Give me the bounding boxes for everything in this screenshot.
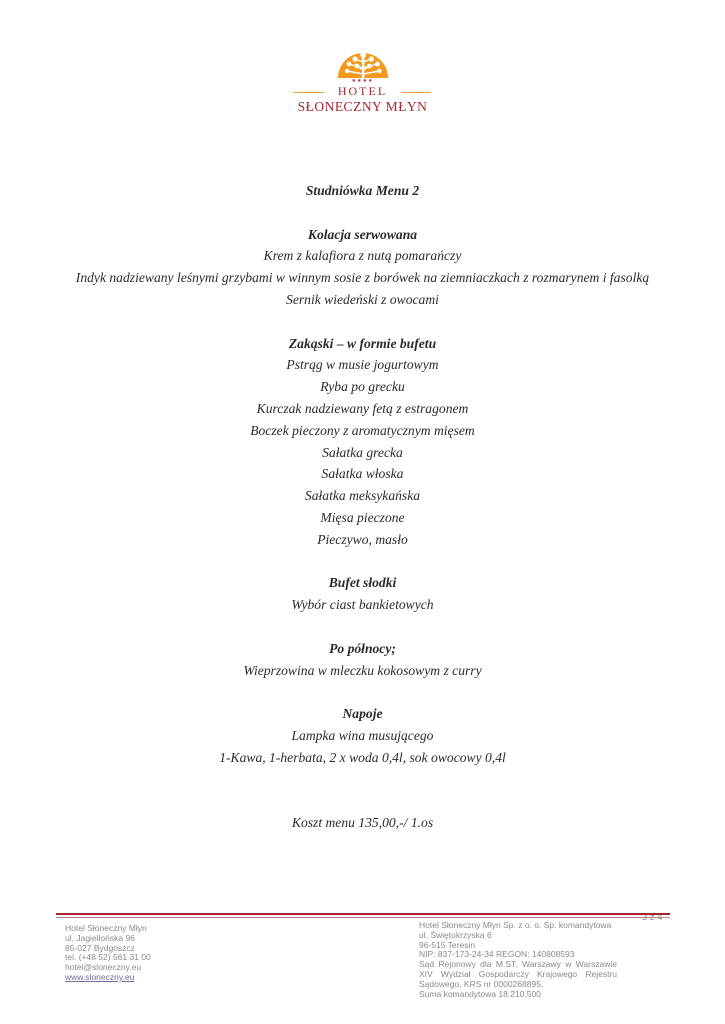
footer-court-line: XIV Wydział Gospodarczy Krajowego Rejestru (419, 968, 617, 979)
section-heading: Po północy; (329, 640, 396, 656)
menu-item: Sernik wiedeński z owocami (286, 291, 439, 307)
hotel-logo (290, 46, 435, 118)
footer-court-line: Sądowego, KRS nr 0000268895, (419, 978, 544, 989)
section-heading: Zakąski – w formie bufetu (288, 335, 437, 351)
menu-item: Sałatka włoska (321, 466, 404, 482)
menu-item: Kurczak nadziewany fetą z estragonem (256, 400, 469, 416)
footer-company-city: 96-515 Teresin (419, 939, 476, 950)
menu-item: Wybór ciast bankietowych (291, 597, 434, 613)
menu-content (0, 180, 725, 834)
menu-item: Wieprzowina w mleczku kokosowym z curry (243, 662, 482, 678)
menu-item: 1-Kawa, 1-herbata, 2 x woda 0,4l, sok owocowy 0,4l (219, 749, 506, 765)
footer-court-line: Sąd Rejonowy dla M.ST. Warszawy w Warszawie (419, 959, 617, 970)
logo-stars: ★★★★ (351, 78, 374, 84)
menu-item: Lampka wina musującego (291, 727, 434, 743)
menu-item: Sałatka grecka (322, 444, 403, 460)
menu-item: Pstrąg w musie jogurtowym (286, 357, 439, 373)
footer-phone: tel. (+48 52) 561 31 00 (65, 952, 151, 963)
footer-hotel-name: Hotel Słoneczny Młyn (65, 923, 147, 933)
section-heading: Kolacja serwowana (307, 226, 418, 242)
section-heading: Napoje (342, 706, 383, 722)
menu-item: Sałatka meksykańska (304, 488, 421, 504)
menu-item: Krem z kalafiora z nutą pomarańczy (263, 248, 462, 264)
menu-item: Boczek pieczony z aromatycznym mięsem (250, 422, 475, 438)
footer-hotel-contact (65, 924, 151, 983)
logo-hotel-name: SŁONECZNY MŁYN (297, 99, 428, 114)
footer-rule-thin (56, 917, 670, 918)
footer-email: hotel@sloneczny.eu (65, 962, 142, 973)
menu-title: Studniówka Menu 2 (305, 183, 420, 198)
footer-rule (56, 913, 670, 915)
logo-hotel-text: HOTEL (337, 84, 388, 98)
footer-city: 85-027 Bydgoszcz (65, 942, 135, 953)
footer-company-name: Hotel Słoneczny Młyn Sp. z o. o. Sp. komandytowa (419, 920, 612, 930)
footer-company-info (419, 921, 617, 999)
footer-company-ids: NIP: 837-173-24-34 REGON: 140808593 (419, 949, 575, 960)
footer-company-street: ul. Świętokrzyska 6 (419, 929, 492, 940)
menu-item: Pieczywo, masło (317, 531, 408, 547)
sun-tree-icon (335, 46, 391, 78)
menu-item: Indyk nadziewany leśnymi grzybami w winnym sosie z borówek na ziemniaczkach z rozmarynem i fasolką (75, 270, 650, 286)
menu-item: Ryba po grecku (320, 379, 405, 395)
footer-website-link[interactable]: www.sloneczny.eu (65, 971, 135, 982)
footer-capital: Suma komandytowa 18.210.500 (419, 988, 541, 999)
section-heading: Bufet słodki (328, 575, 397, 591)
menu-price: Koszt menu 135,00,-/ 1.os (291, 815, 434, 831)
footer-street: ul. Jagiellońska 96 (65, 932, 135, 943)
menu-item: Mięsa pieczone (320, 509, 405, 525)
